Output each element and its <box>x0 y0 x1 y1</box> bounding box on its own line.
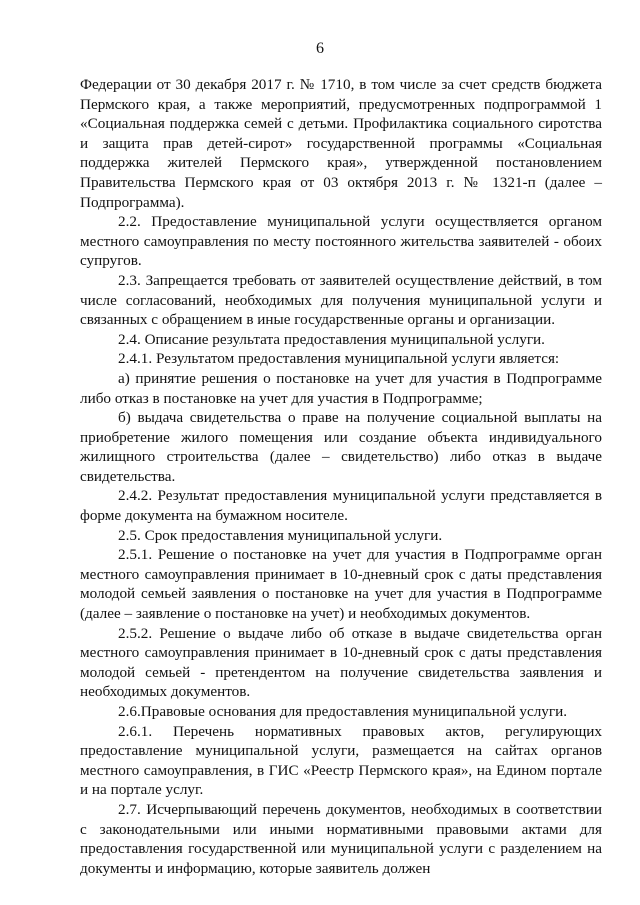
paragraph-continuation: Федерации от 30 декабря 2017 г. № 1710, в том числе за счет средств бюджета Пермского края, а также мероприятий, предусмотренных подпрограммой 1 «Социальная поддержка семей с детьми. Профилактика социального сиротства и защита прав детей-сирот» государственной программы «Социальная поддержка жителей Пермского края», утвержденной постановлением Правительства Пермского края от 03 октября 2013 г. № 1321-п (далее – Подпрограмма). <box>80 76 602 211</box>
paragraph-2-3: 2.3. Запрещается требовать от заявителей осуществление действий, в том числе согласований, необходимых для получения муниципальной услуги и связанных с обращением в иные государственные органы и организации. <box>80 271 602 329</box>
paragraph-2-5-2: 2.5.2. Решение о выдаче либо об отказе в выдаче свидетельства орган местного самоуправления принимает в 10-дневный срок с даты представления молодой семьей - претендентом на получение свидетельства заявления и необходимых документов. <box>80 624 602 701</box>
paragraph-2-7: 2.7. Исчерпывающий перечень документов, необходимых в соответствии с законодательными или иными нормативными правовыми актами для предоставления государственной или муниципальной услуги с разделением на документы и информацию, которые заявитель должен <box>80 800 602 877</box>
paragraph-2-4-1-a: а) принятие решения о постановке на учет для участия в Подпрограмме либо отказ в постановке на учет для участия в Подпрограмме; <box>80 369 602 407</box>
paragraph-2-5-1: 2.5.1. Решение о постановке на учет для участия в Подпрограмме орган местного самоуправления принимает в 10-дневный срок с даты представления молодой семьей заявления о постановке на учет для участия в Подпрограмме (далее – заявление о постановке на учет) и необходимых документов. <box>80 546 602 623</box>
paragraph-2-6: 2.6.Правовые основания для предоставления муниципальной услуги. <box>118 703 568 720</box>
page-number: 6 <box>316 40 324 57</box>
paragraph-2-2: 2.2. Предоставление муниципальной услуги осуществляется органом местного самоуправления по месту постоянного жительства заявителей - обоих супругов. <box>80 213 602 270</box>
paragraph-2-4-1-b: б) выдача свидетельства о праве на получение социальной выплаты на приобретение жилого помещения или создание объекта индивидуального жилищного строительства (далее – свидетельство) либо отказ в выдаче свидетельства. <box>80 409 602 485</box>
document-body <box>80 75 602 878</box>
paragraph-2-6-1: 2.6.1. Перечень нормативных правовых актов, регулирующих предоставление муниципальной услуги, размещается на сайтах органов местного самоуправления, в ГИС «Реестр Пермского края», на Едином портале и на портале услуг. <box>80 722 602 799</box>
paragraph-2-4-2: 2.4.2. Результат предоставления муниципальной услуги представляется в форме документа на бумажном носителе. <box>80 487 602 525</box>
paragraph-2-4: 2.4. Описание результата предоставления муниципальной услуги. <box>118 330 545 348</box>
paragraph-2-5: 2.5. Срок предоставления муниципальной услуги. <box>118 526 443 544</box>
paragraph-2-4-1: 2.4.1. Результатом предоставления муниципальной услуги является: <box>118 350 560 368</box>
